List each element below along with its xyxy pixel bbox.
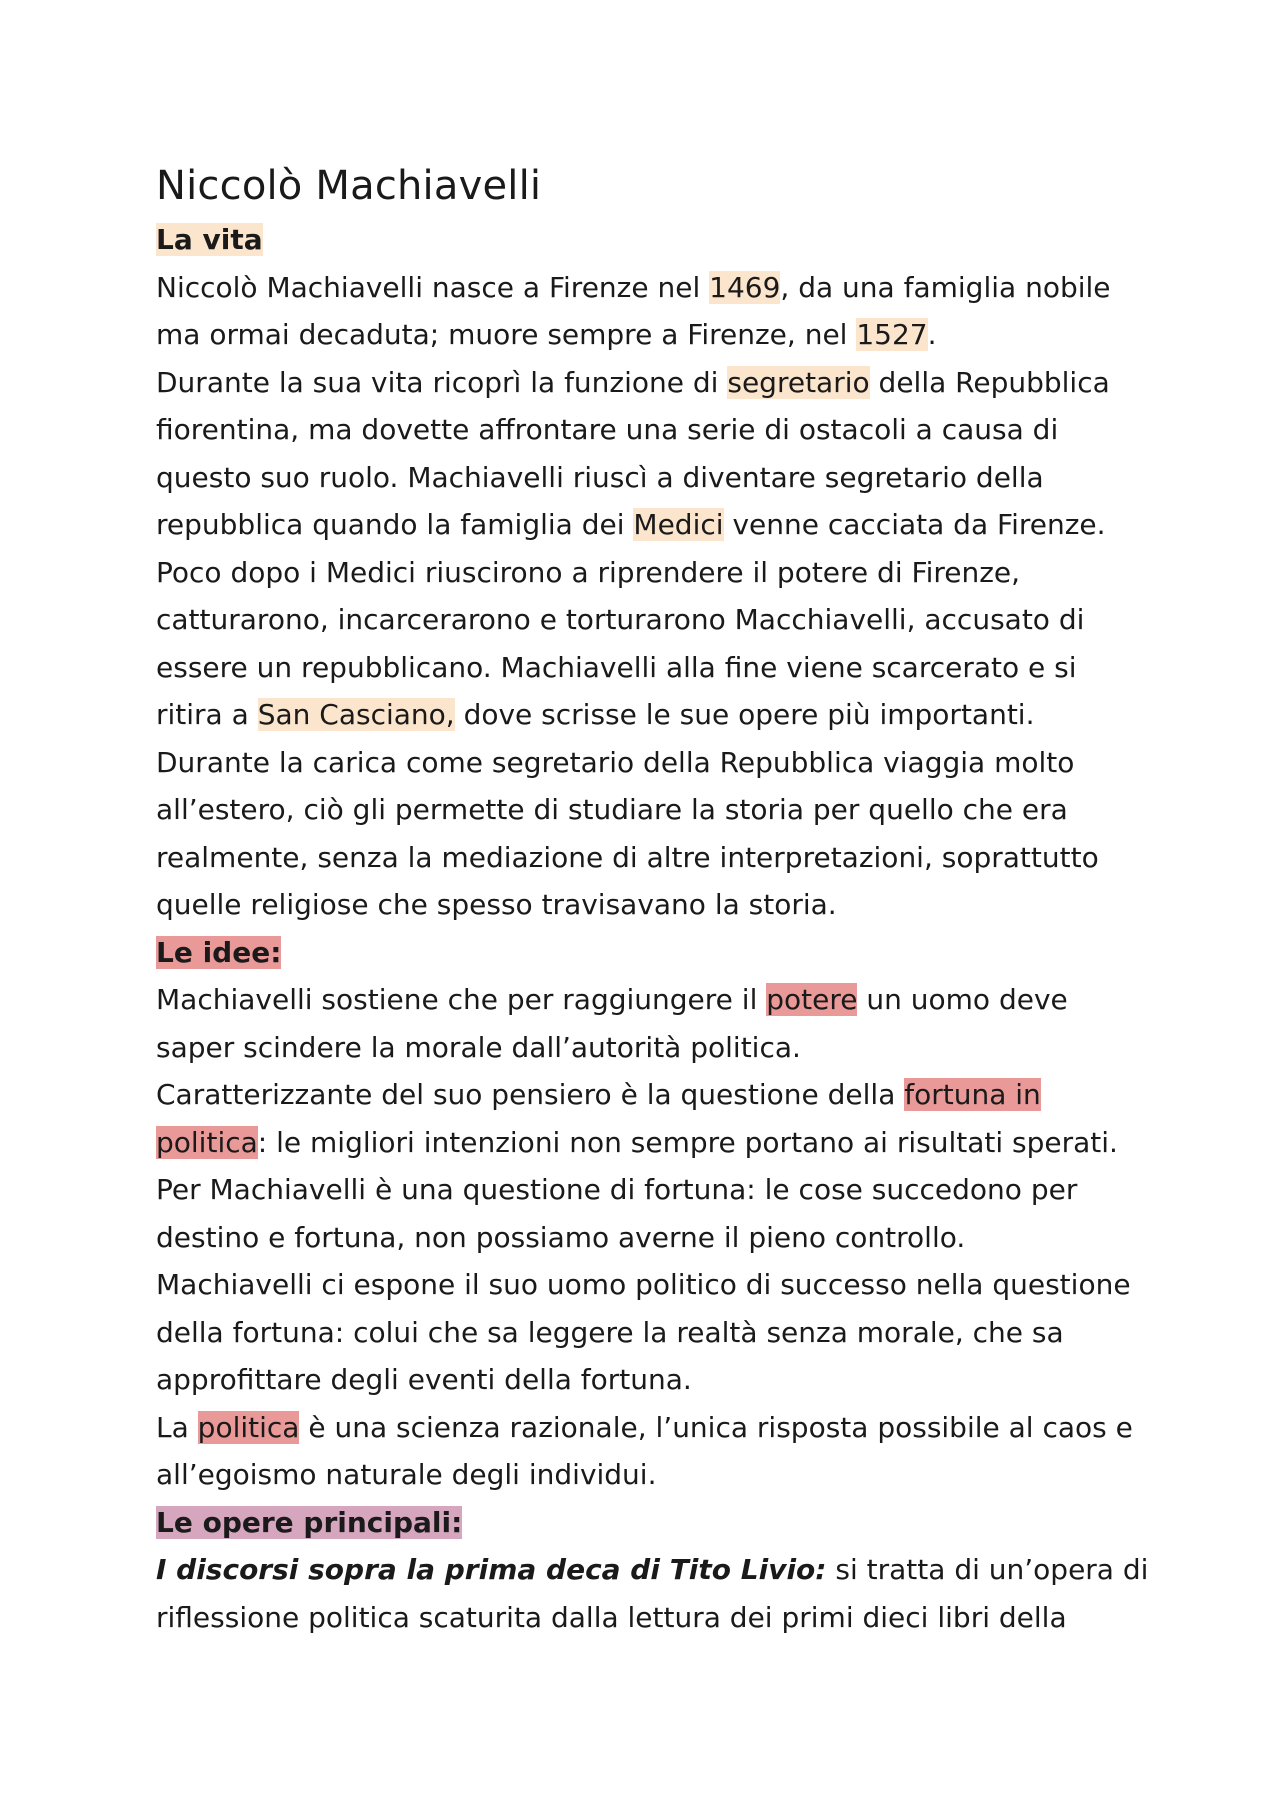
work-title: I discorsi sopra la prima deca di Tito Livio:	[156, 1553, 827, 1586]
paragraph-line: riflessione politica scaturita dalla lettura dei primi dieci libri della	[156, 1600, 1067, 1634]
highlight-segretario: segretario	[727, 365, 870, 399]
paragraph-line: questo suo ruolo. Machiavelli riuscì a diventare segretario della	[156, 460, 1044, 494]
highlight-san-casciano: San Casciano,	[257, 698, 455, 731]
paragraph-line: I discorsi sopra la prima deca di Tito Livio: si tratta di un’opera di	[156, 1553, 1149, 1586]
paragraph-line: della fortuna: colui che sa leggere la realtà senza morale, che sa	[156, 1315, 1064, 1349]
paragraph-line: Durante la sua vita ricoprì la funzione di segretario della Repubblica	[156, 365, 1110, 399]
paragraph-line: Per Machiavelli è una questione di fortuna: le cose succedono per	[156, 1173, 1078, 1206]
paragraph-line: Durante la carica come segretario della Repubblica viaggia molto	[156, 745, 1075, 779]
paragraph-line: politica: le migliori intenzioni non sempre portano ai risultati sperati.	[156, 1125, 1118, 1159]
paragraph-line: realmente, senza la mediazione di altre interpretazioni, soprattutto	[156, 840, 1099, 874]
paragraph-line: saper scindere la morale dall’autorità politica.	[156, 1030, 801, 1064]
paragraph-line: ma ormai decaduta; muore sempre a Firenze, nel 1527.	[156, 318, 937, 351]
document-page	[156, 160, 1156, 1641]
section-heading-vita: La vita	[156, 223, 263, 256]
paragraph-line: approfittare degli eventi della fortuna.	[156, 1363, 692, 1396]
highlight-death-year: 1527	[856, 318, 928, 351]
highlight-birth-year: 1469	[709, 270, 781, 304]
section-heading-opere: Le opere principali:	[156, 1505, 463, 1539]
paragraph-line: Caratterizzante del suo pensiero è la questione della fortuna in	[156, 1078, 1041, 1111]
highlight-medici: Medici	[633, 508, 724, 541]
highlight-politica: politica	[156, 1125, 258, 1159]
paragraph-line: all’egoismo naturale degli individui.	[156, 1458, 657, 1491]
paragraph-line: fiorentina, ma dovette affrontare una serie di ostacoli a causa di	[156, 413, 1059, 446]
paragraph-line: catturarono, incarcerarono e torturarono Macchiavelli, accusato di	[156, 603, 1085, 636]
paragraph-line: all’estero, ciò gli permette di studiare la storia per quello che era	[156, 793, 1068, 826]
paragraph-line: quelle religiose che spesso travisavano la storia.	[156, 888, 837, 921]
highlight-potere: potere	[766, 983, 858, 1016]
paragraph-line: Machiavelli ci espone il suo uomo politico di successo nella questione	[156, 1268, 1131, 1301]
paragraph-line: essere un repubblicano. Machiavelli alla fine viene scarcerato e si	[156, 650, 1077, 684]
highlight-politica-2: politica	[197, 1410, 300, 1444]
document-title: Niccolò Machiavelli	[156, 163, 542, 209]
paragraph-line: Poco dopo i Medici riuscirono a riprendere il potere di Firenze,	[156, 555, 1021, 589]
section-heading-idee: Le idee:	[156, 935, 282, 969]
paragraph-line: Niccolò Machiavelli nasce a Firenze nel 1469, da una famiglia nobile	[156, 270, 1111, 304]
paragraph-line: destino e fortuna, non possiamo averne il pieno controllo.	[156, 1220, 966, 1254]
highlight-fortuna-in: fortuna in	[904, 1078, 1041, 1111]
paragraph-line: repubblica quando la famiglia dei Medici venne cacciata da Firenze.	[156, 508, 1106, 541]
paragraph-line: La politica è una scienza razionale, l’unica risposta possibile al caos e	[156, 1410, 1133, 1444]
paragraph-line: Machiavelli sostiene che per raggiungere il potere un uomo deve	[156, 983, 1068, 1016]
paragraph-line: ritira a San Casciano, dove scrisse le sue opere più importanti.	[156, 698, 1035, 731]
